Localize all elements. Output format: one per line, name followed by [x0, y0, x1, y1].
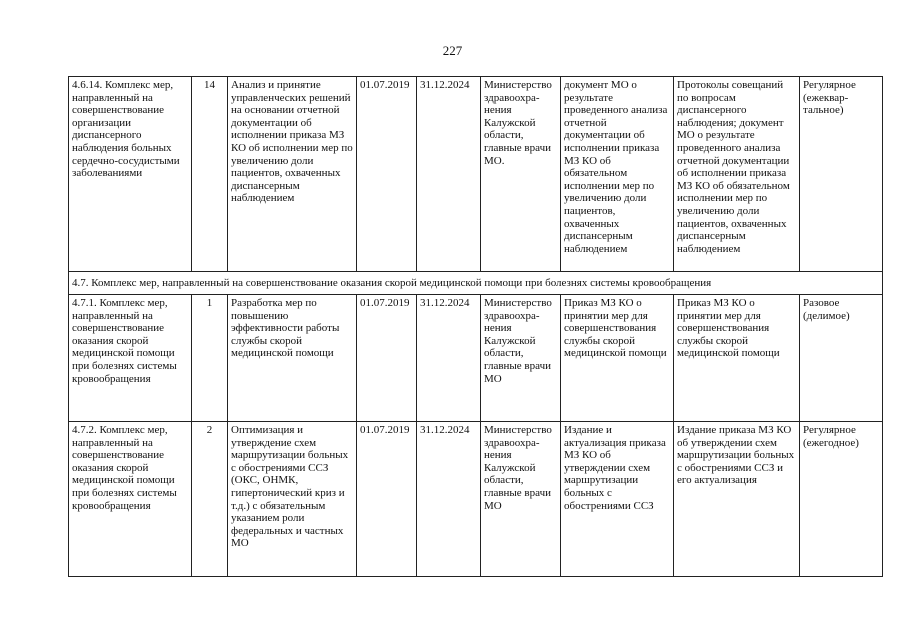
measure-number-cell: 1 [192, 295, 228, 422]
section-title: 4.7. Комплекс мер, направленный на совершенствование оказания скорой медицинской помощи при болезнях системы кровообращения [69, 272, 883, 295]
frequency-cell: Регулярное (ежеквар-тальное) [800, 77, 883, 272]
measure-code-cell: 4.7.1. Комплекс мер, направленный на совершенствование оказания скорой медицинской помощи при болезнях системы кровообращения [69, 295, 192, 422]
indicator-cell: Приказ МЗ КО о принятии мер для совершенствования службы скорой медицинской помощи [674, 295, 800, 422]
indicator-cell: Протоколы совещаний по вопросам диспансерного наблюдения; документ МО о результате проведенного анализа отчетной документации об исполнении приказа МЗ КО об обязательном исполнении мер по увеличению доли пациентов, охваченных диспансерным наблюдением [674, 77, 800, 272]
table-row [69, 77, 883, 272]
end-date-cell: 31.12.2024 [417, 77, 481, 272]
measure-code-cell: 4.6.14. Комплекс мер, направленный на совершенствование организации диспансерного наблюдения больных сердечно-сосудистыми заболеваниями [69, 77, 192, 272]
section-header-row [69, 272, 883, 295]
action-cell: Разработка мер по повышению эффективности работы службы скорой медицинской помощи [228, 295, 357, 422]
responsible-cell: Министерство здравоохра-нения Калужской области, главные врачи МО. [481, 77, 561, 272]
end-date-cell: 31.12.2024 [417, 295, 481, 422]
start-date-cell: 01.07.2019 [357, 77, 417, 272]
responsible-cell: Министерство здравоохра-нения Калужской области, главные врачи МО [481, 422, 561, 577]
measure-code-cell: 4.7.2. Комплекс мер, направленный на совершенствование оказания скорой медицинской помощи при болезнях системы кровообращения [69, 422, 192, 577]
measure-number-cell: 14 [192, 77, 228, 272]
start-date-cell: 01.07.2019 [357, 422, 417, 577]
start-date-cell: 01.07.2019 [357, 295, 417, 422]
action-cell: Анализ и принятие управленческих решений на основании отчетной документации об исполнении приказа МЗ КО об исполнении мер по увеличению доли пациентов, охваченных диспансерным наблюдением [228, 77, 357, 272]
table-row [69, 295, 883, 422]
page-number: 227 [442, 43, 463, 58]
measure-number-cell: 2 [192, 422, 228, 577]
frequency-cell: Регулярное (ежегодное) [800, 422, 883, 577]
frequency-cell: Разовое (делимое) [800, 295, 883, 422]
responsible-cell: Министерство здравоохра-нения Калужской области, главные врачи МО [481, 295, 561, 422]
action-cell: Оптимизация и утверждение схем маршрутизации больных с обострениями ССЗ (ОКС, ОНМК, гипертонический криз и т.д.) с обязательным указанием роли федеральных и частных МО [228, 422, 357, 577]
result-cell: документ МО о результате проведенного анализа отчетной документации об исполнении приказа МЗ КО об обязательном исполнении мер по увеличению доли пациентов, охваченных диспансерным наблюдением [561, 77, 674, 272]
measures-table [68, 76, 883, 577]
indicator-cell: Издание приказа МЗ КО об утверждении схем маршрутизации больных с обострениями ССЗ и его актуализация [674, 422, 800, 577]
table-row [69, 422, 883, 577]
result-cell: Приказ МЗ КО о принятии мер для совершенствования службы скорой медицинской помощи [561, 295, 674, 422]
result-cell: Издание и актуализация приказа МЗ КО об утверждении схем маршрутизации больных с обострениями ССЗ [561, 422, 674, 577]
end-date-cell: 31.12.2024 [417, 422, 481, 577]
